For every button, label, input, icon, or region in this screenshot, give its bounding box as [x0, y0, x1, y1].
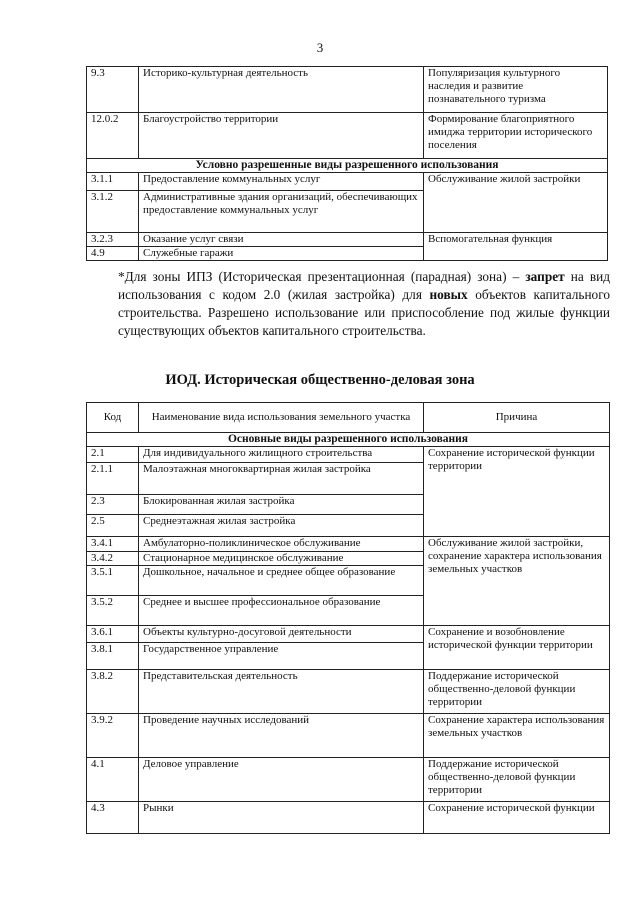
use-name: Амбулаторно-поликлиническое обслуживание	[139, 537, 424, 552]
zone-heading: ИОД. Историческая общественно-деловая зона	[165, 372, 475, 388]
use-code: 4.9	[87, 247, 139, 261]
header-code: Код	[87, 403, 139, 433]
table-row	[87, 113, 608, 159]
use-name: Дошкольное, начальное и среднее общее образование	[139, 566, 424, 596]
use-code: 3.5.1	[87, 566, 139, 596]
use-code: 3.1.2	[87, 191, 139, 233]
table-row	[87, 802, 610, 834]
note-text-3: объектов капитального строительства. Разрешено использование или приспособление под жилые функции существующих объектов капитального строительства.	[118, 287, 610, 338]
table-row	[87, 714, 610, 758]
use-code: 3.4.2	[87, 552, 139, 566]
iod-zone-table	[86, 402, 610, 834]
table-row	[87, 233, 608, 247]
use-name: Малоэтажная многоквартирная жилая застройка	[139, 463, 424, 495]
zone-note-paragraph	[86, 268, 610, 340]
header-name: Наименование вида использования земельного участка	[139, 403, 424, 433]
use-name: Объекты культурно-досуговой деятельности	[139, 626, 424, 643]
use-name: Среднеэтажная жилая застройка	[139, 515, 424, 537]
use-code: 3.8.1	[87, 643, 139, 670]
note-text-1: *Для зоны ИПЗ (Историческая презентационная (парадная) зона) –	[118, 269, 520, 284]
table-row	[87, 626, 610, 643]
use-code: 3.1.1	[87, 173, 139, 191]
use-reason: Сохранение и возобновление исторической функции территории	[424, 626, 610, 670]
use-name: Оказание услуг связи	[139, 233, 424, 247]
use-reason: Сохранение исторической функции	[424, 802, 610, 834]
use-name: Деловое управление	[139, 758, 424, 802]
use-reason: Поддержание исторической общественно-деловой функции территории	[424, 670, 610, 714]
use-code: 3.2.3	[87, 233, 139, 247]
table-row	[87, 67, 608, 113]
use-reason: Обслуживание жилой застройки, сохранение характера использования земельных участков	[424, 537, 610, 626]
use-name: Государственное управление	[139, 643, 424, 670]
note-bold-new: новых	[429, 287, 468, 302]
use-reason: Вспомогательная функция	[424, 233, 608, 261]
use-code: 2.5	[87, 515, 139, 537]
use-name: Административные здания организаций, обеспечивающих предоставление коммунальных услуг	[139, 191, 424, 233]
use-reason: Сохранение характера использования земельных участков	[424, 714, 610, 758]
use-code: 2.1.1	[87, 463, 139, 495]
permitted-uses-table-continued	[86, 66, 608, 261]
use-reason: Популяризация культурного наследия и развитие познавательного туризма	[424, 67, 608, 113]
use-code: 3.5.2	[87, 596, 139, 626]
use-name: Блокированная жилая застройка	[139, 495, 424, 515]
note-bold-prohibition: запрет	[525, 269, 565, 284]
use-name: Проведение научных исследований	[139, 714, 424, 758]
use-reason: Поддержание исторической общественно-деловой функции территории	[424, 758, 610, 802]
use-reason: Формирование благоприятного имиджа территории исторического поселения	[424, 113, 608, 159]
use-name: Служебные гаражи	[139, 247, 424, 261]
use-code: 2.1	[87, 447, 139, 463]
table-row	[87, 173, 608, 191]
use-code: 4.1	[87, 758, 139, 802]
use-name: Среднее и высшее профессиональное образование	[139, 596, 424, 626]
use-name: Историко-культурная деятельность	[139, 67, 424, 113]
page-number: 3	[316, 40, 324, 55]
use-name: Рынки	[139, 802, 424, 834]
use-code: 4.3	[87, 802, 139, 834]
use-code: 12.0.2	[87, 113, 139, 159]
use-code: 2.3	[87, 495, 139, 515]
use-name: Предоставление коммунальных услуг	[139, 173, 424, 191]
use-code: 3.6.1	[87, 626, 139, 643]
use-code: 3.8.2	[87, 670, 139, 714]
use-name: Благоустройство территории	[139, 113, 424, 159]
use-name: Стационарное медицинское обслуживание	[139, 552, 424, 566]
use-name: Для индивидуального жилищного строительства	[139, 447, 424, 463]
use-code: 3.9.2	[87, 714, 139, 758]
note-text-2: на вид использования с кодом 2.0 (жилая застройка) для	[118, 269, 611, 302]
header-reason: Причина	[424, 403, 610, 433]
use-reason: Обслуживание жилой застройки	[424, 173, 608, 233]
section-header-main: Основные виды разрешенного использования	[87, 433, 610, 447]
table-row	[87, 758, 610, 802]
use-reason: Сохранение исторической функции территории	[424, 447, 610, 537]
table-row	[87, 447, 610, 463]
table-row	[87, 537, 610, 552]
use-code: 3.4.1	[87, 537, 139, 552]
table-row	[87, 670, 610, 714]
use-name: Представительская деятельность	[139, 670, 424, 714]
table-header-row	[87, 403, 610, 433]
use-code: 9.3	[87, 67, 139, 113]
section-header-conditional: Условно разрешенные виды разрешенного использования	[87, 159, 608, 173]
